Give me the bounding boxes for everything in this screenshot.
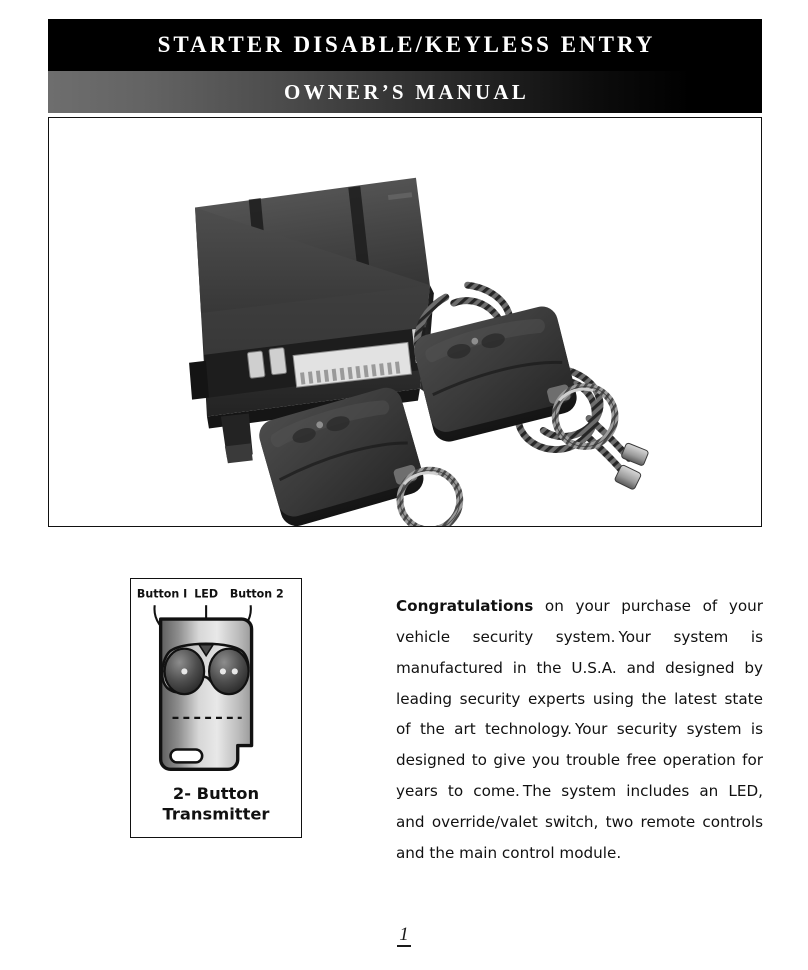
page-footer — [0, 925, 808, 947]
intro-lead-word: Congratulations — [396, 597, 534, 616]
figure-caption — [163, 784, 270, 824]
transmitter-body — [161, 619, 252, 769]
caption-line-2: Transmitter — [162, 804, 270, 824]
manual-subtitle: OWNER’S MANUAL — [284, 79, 529, 104]
callout-label-button-2: Button 2 — [229, 587, 284, 601]
title-band-secondary — [48, 71, 762, 113]
title-band-primary — [48, 19, 762, 71]
page-number-value: 1 — [399, 924, 409, 945]
caption-line-1: 2- Button — [172, 783, 260, 803]
product-photo-frame — [48, 117, 762, 527]
callout-label-button-1: Button I — [136, 587, 188, 601]
intro-paragraph — [396, 591, 763, 868]
two-button-transmitter-diagram — [131, 579, 301, 837]
callout-label-led: LED — [194, 587, 219, 601]
manual-title: STARTER DISABLE/KEYLESS ENTRY — [157, 32, 656, 57]
security-system-kit-photo — [49, 118, 761, 526]
button-2 — [209, 649, 249, 694]
keyring-slot — [171, 750, 203, 763]
button-1 — [165, 649, 205, 694]
callout-labels — [137, 587, 284, 600]
manual-header — [48, 19, 762, 113]
transmitter-figure — [130, 578, 302, 838]
intro-body-text: on your purchase of your vehicle security system. Your system is manufactured in the U.S.A. and designed by leading security experts using the latest state of the art technology. Your security system is designed to give you trouble free operation for years to come. The system includes an LED, and override/valet switch, two remote controls and the main control module. — [396, 597, 763, 862]
